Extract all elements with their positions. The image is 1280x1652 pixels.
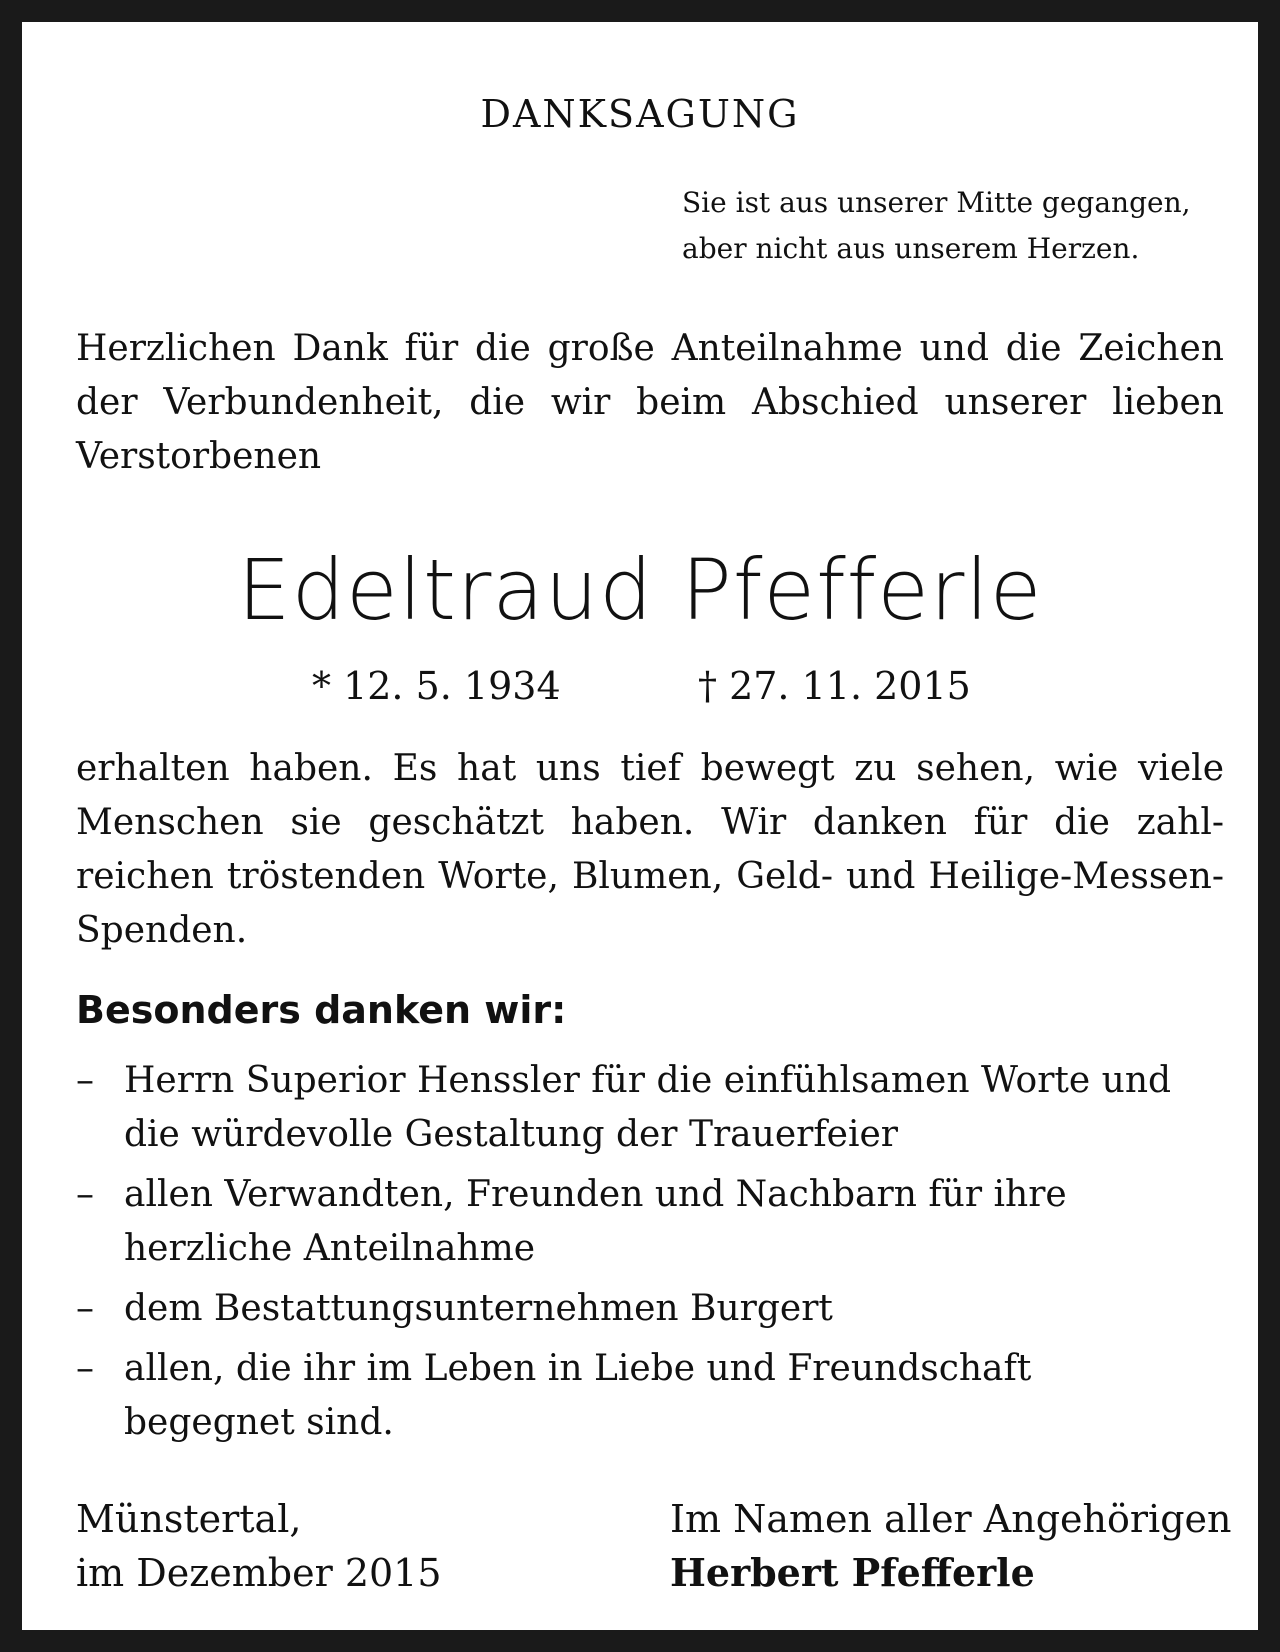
dash-bullet: –	[76, 1348, 94, 1389]
date-line: im Dezember 2015	[76, 1551, 442, 1595]
list-item	[76, 1054, 1224, 1162]
list-item	[76, 1342, 1224, 1450]
body-line: reichen tröstenden Worte, Blumen, Geld- und Heilige-Messen-	[76, 856, 1224, 897]
list-line: dem Bestattungsunternehmen Burgert	[124, 1288, 833, 1329]
list-line: die würdevolle Gestaltung der Trauerfeier	[124, 1114, 898, 1155]
motto-line: aber nicht aus unserem Herzen.	[682, 232, 1140, 265]
list-line: Herrn Superior Henssler für die einfühlsamen Worte und	[124, 1060, 1172, 1101]
list-item	[76, 1282, 1224, 1336]
deceased-name: Edeltraud Pfefferle	[237, 541, 1043, 639]
obituary-notice	[22, 22, 1258, 1630]
intro-line: Herzlichen Dank für die große Anteilnahme und die Zeichen	[76, 328, 1224, 369]
list-item	[76, 1168, 1224, 1276]
thanks-list	[76, 1054, 1224, 1456]
list-line: allen, die ihr im Leben in Liebe und Freundschaft	[124, 1348, 1032, 1389]
intro-line: der Verbundenheit, die wir beim Abschied unserer lieben	[76, 382, 1224, 423]
signature-block	[670, 1492, 1231, 1600]
motto-line: Sie ist aus unserer Mitte gegangen,	[682, 186, 1191, 219]
list-line: herzliche Anteilnahme	[124, 1228, 536, 1269]
dash-bullet: –	[76, 1060, 94, 1101]
motto-quote	[682, 180, 1191, 272]
intro-paragraph	[76, 322, 1224, 484]
body-line: Menschen sie geschätzt haben. Wir danken für die zahl-	[76, 802, 1224, 843]
birth-date: * 12. 5. 1934	[312, 664, 561, 708]
place-and-date	[76, 1492, 442, 1600]
special-thanks-heading: Besonders danken wir:	[76, 988, 567, 1032]
signer-name: Herbert Pfefferle	[670, 1550, 1035, 1595]
intro-line: Verstorbenen	[76, 436, 322, 477]
death-date: † 27. 11. 2015	[698, 664, 971, 708]
body-line: erhalten haben. Es hat uns tief bewegt zu sehen, wie viele	[76, 748, 1224, 789]
list-line: allen Verwandten, Freunden und Nachbarn für ihre	[124, 1174, 1067, 1215]
dash-bullet: –	[76, 1174, 94, 1215]
signature-intro: Im Namen aller Angehörigen	[670, 1497, 1232, 1541]
dash-bullet: –	[76, 1288, 94, 1329]
place-line: Münstertal,	[76, 1497, 302, 1541]
notice-heading: DANKSAGUNG	[480, 92, 800, 136]
list-line: begegnet sind.	[124, 1402, 394, 1443]
body-line: Spenden.	[76, 910, 248, 951]
body-paragraph	[76, 742, 1224, 958]
